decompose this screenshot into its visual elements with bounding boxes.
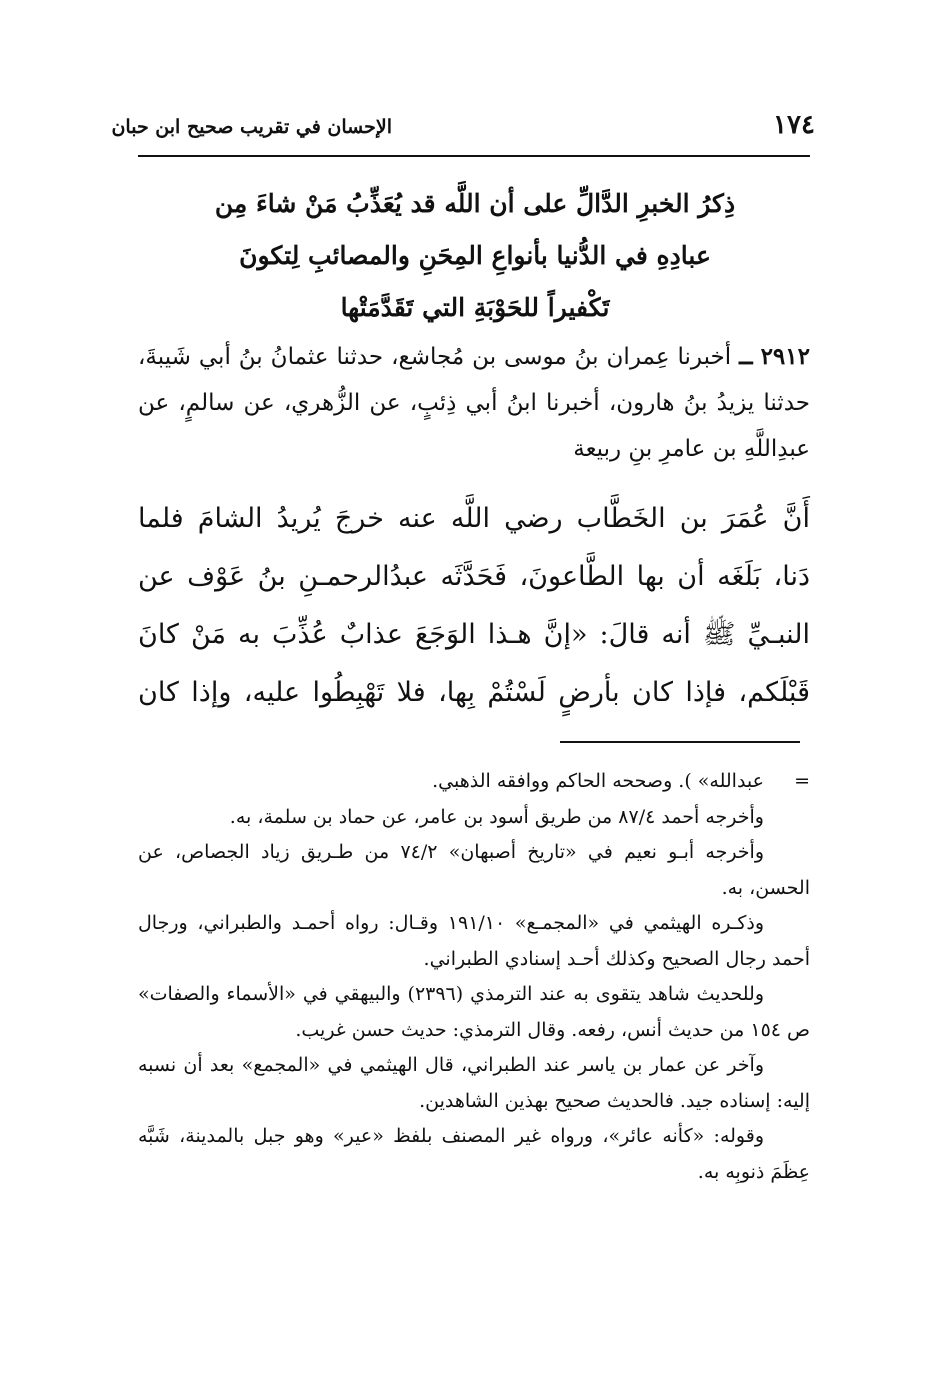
footnote-paragraph: وآخر عن عمار بن ياسر عند الطبراني، قال الهيثمي في «المجمع» بعد أن نسبه إليه: إسناده جيد. فالحديث صحيح بهذين الشاهدين. bbox=[138, 1054, 810, 1112]
footnote-paragraph: وأخرجه أبـو نعيم في «تاريخ أصبهان» ٧٤/٢ من طـريق زياد الجصاص، عن الحسن، به. bbox=[138, 841, 810, 899]
footnote-continuation bbox=[138, 764, 810, 800]
header-rule bbox=[138, 155, 810, 157]
footnote-continuation-marker: = bbox=[794, 770, 810, 792]
footnote-continuation-text: عبدالله» ). وصححه الحاكم ووافقه الذهبي. bbox=[432, 770, 764, 792]
footnote-paragraph: وذكـره الهيثمي في «المجمـع» ١٩١/١٠ وقـال: رواه أحمـد والطبراني، ورجال أحمد رجال الصحيح وكذلك أحـد إسنادي الطبراني. bbox=[138, 912, 810, 970]
hadith-isnad-text: أخبرنا عِمران بنُ موسى بن مُجاشع، حدثنا عثمانُ بنُ أبي شَيبةَ، حدثنا يزيدُ بنُ هارون، أخبرنا ابنُ أبي ذِئبٍ، عن الزُّهري، عن سالمٍ، عن عبدِاللَّهِ بن عامرِ بنِ ربيعة bbox=[138, 344, 810, 462]
chapter-heading-line: تَكْفيراً للحَوْبَةِ التي تَقَدَّمَتْها bbox=[340, 293, 610, 322]
footnote-paragraph: وللحديث شاهد يتقوى به عند الترمذي (٢٣٩٦) والبيهقي في «الأسماء والصفات» ص ١٥٤ من حديث أنس، رفعه. وقال الترمذي: حديث حسن غريب. bbox=[138, 983, 810, 1041]
hadith-dash: ــ bbox=[739, 343, 753, 370]
footnote-paragraph: وأخرجه أحمد ٨٧/٤ من طريق أسود بن عامر، عن حماد بن سلمة، به. bbox=[229, 805, 764, 828]
footnote-separator bbox=[560, 741, 800, 743]
page-number: ١٧٤ bbox=[773, 110, 815, 140]
hadith-matn-line: دَنا، بَلَغَه أن بها الطَّاعونَ، فَحَدَّثَه عبدُالرحمـنِ بنُ عَوْف عن bbox=[138, 561, 810, 592]
footnote-paragraph: وقوله: «كأنه عائر»، ورواه غير المصنف بلفظ «عير» وهو جبل بالمدينة، شَبَّه عِظَمَ ذنوبِه به. bbox=[138, 1125, 810, 1183]
hadith-matn-line: قَبْلَكم، فإذا كان بأرضٍ لَسْتُمْ بِها، فلا تَهْبِطُوا عليه، وإذا كان bbox=[138, 677, 810, 708]
hadith-number: ٢٩١٢ bbox=[760, 343, 810, 370]
hadith-matn-line: النبـيِّ ﷺ أنه قالَ: «إنَّ هـذا الوَجَعَ عذابٌ عُذِّبَ به مَنْ كانَ bbox=[138, 619, 810, 650]
chapter-heading bbox=[160, 178, 790, 334]
chapter-heading-line: ذِكرُ الخبرِ الدَّالِّ على أن اللَّه قد يُعَذِّبُ مَنْ شاءَ مِن bbox=[214, 189, 736, 218]
hadith-isnad bbox=[138, 334, 810, 472]
chapter-heading-line: عبادِهِ في الدُّنيا بأنواعِ المِحَنِ والمصائبِ لِتكونَ bbox=[239, 241, 711, 270]
hadith-matn-line: أَنَّ عُمَرَ بن الخَطَّاب رضي اللَّه عنه خرجَ يُريدُ الشامَ فلما bbox=[138, 503, 810, 534]
running-title: الإحسان في تقريب صحيح ابن حبان bbox=[111, 116, 392, 138]
footnotes bbox=[138, 764, 810, 1190]
hadith-matn bbox=[138, 490, 810, 722]
